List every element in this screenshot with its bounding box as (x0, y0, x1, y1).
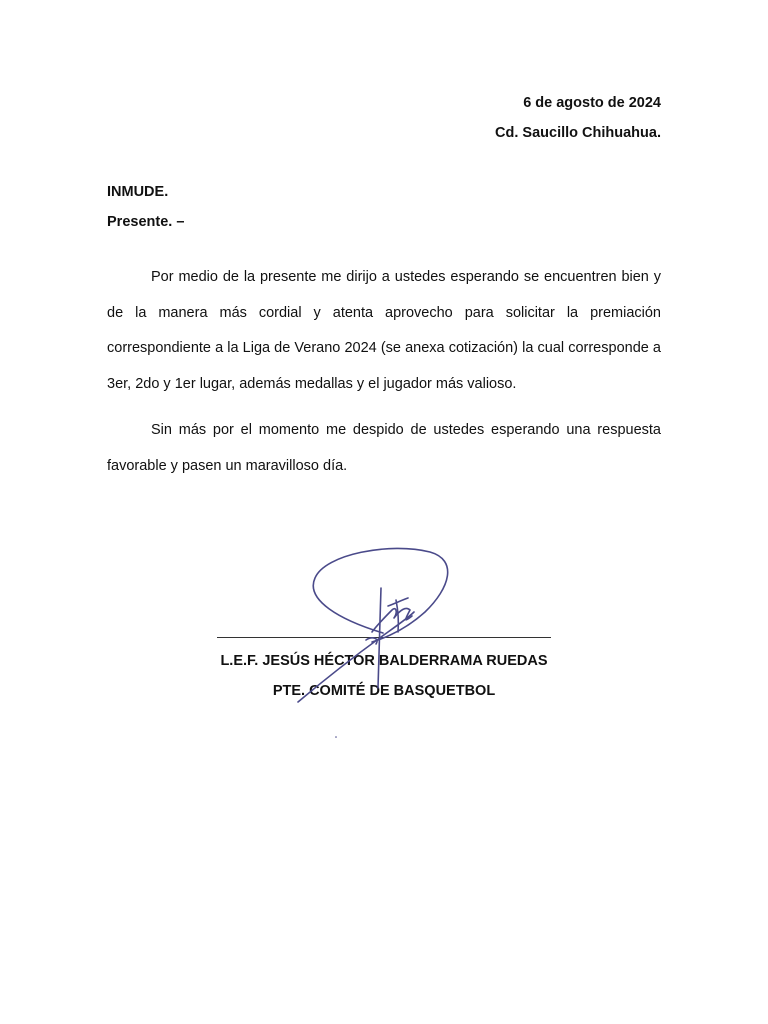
signature-block (0, 540, 768, 760)
signer-title: PTE. COMITÉ DE BASQUETBOL (272, 683, 496, 699)
signature-line (217, 637, 551, 638)
letter-body (107, 260, 661, 495)
recipient-salutation: Presente. – (107, 214, 185, 230)
recipient-name: INMUDE. (107, 184, 169, 200)
letter-header (495, 88, 661, 148)
letter-date: 6 de agosto de 2024 (523, 95, 661, 111)
letter-place: Cd. Saucillo Chihuahua. (495, 125, 661, 141)
body-paragraph-1: Por medio de la presente me dirijo a ustedes esperando se encuentren bien y de la manera más cordial y atenta aprovecho para solicitar la premiación correspondiente a la Liga de Verano 2024 (se anexa cotización) la cual corresponde a 3er, 2do y 1er lugar, además medallas y el jugador más valioso. (107, 269, 661, 392)
signer-name: L.E.F. JESÚS HÉCTOR BALDERRAMA RUEDAS (220, 653, 548, 669)
recipient-block (107, 177, 184, 237)
body-paragraph-2: Sin más por el momento me despido de ustedes esperando una respuesta favorable y pasen un maravilloso día. (107, 422, 661, 474)
